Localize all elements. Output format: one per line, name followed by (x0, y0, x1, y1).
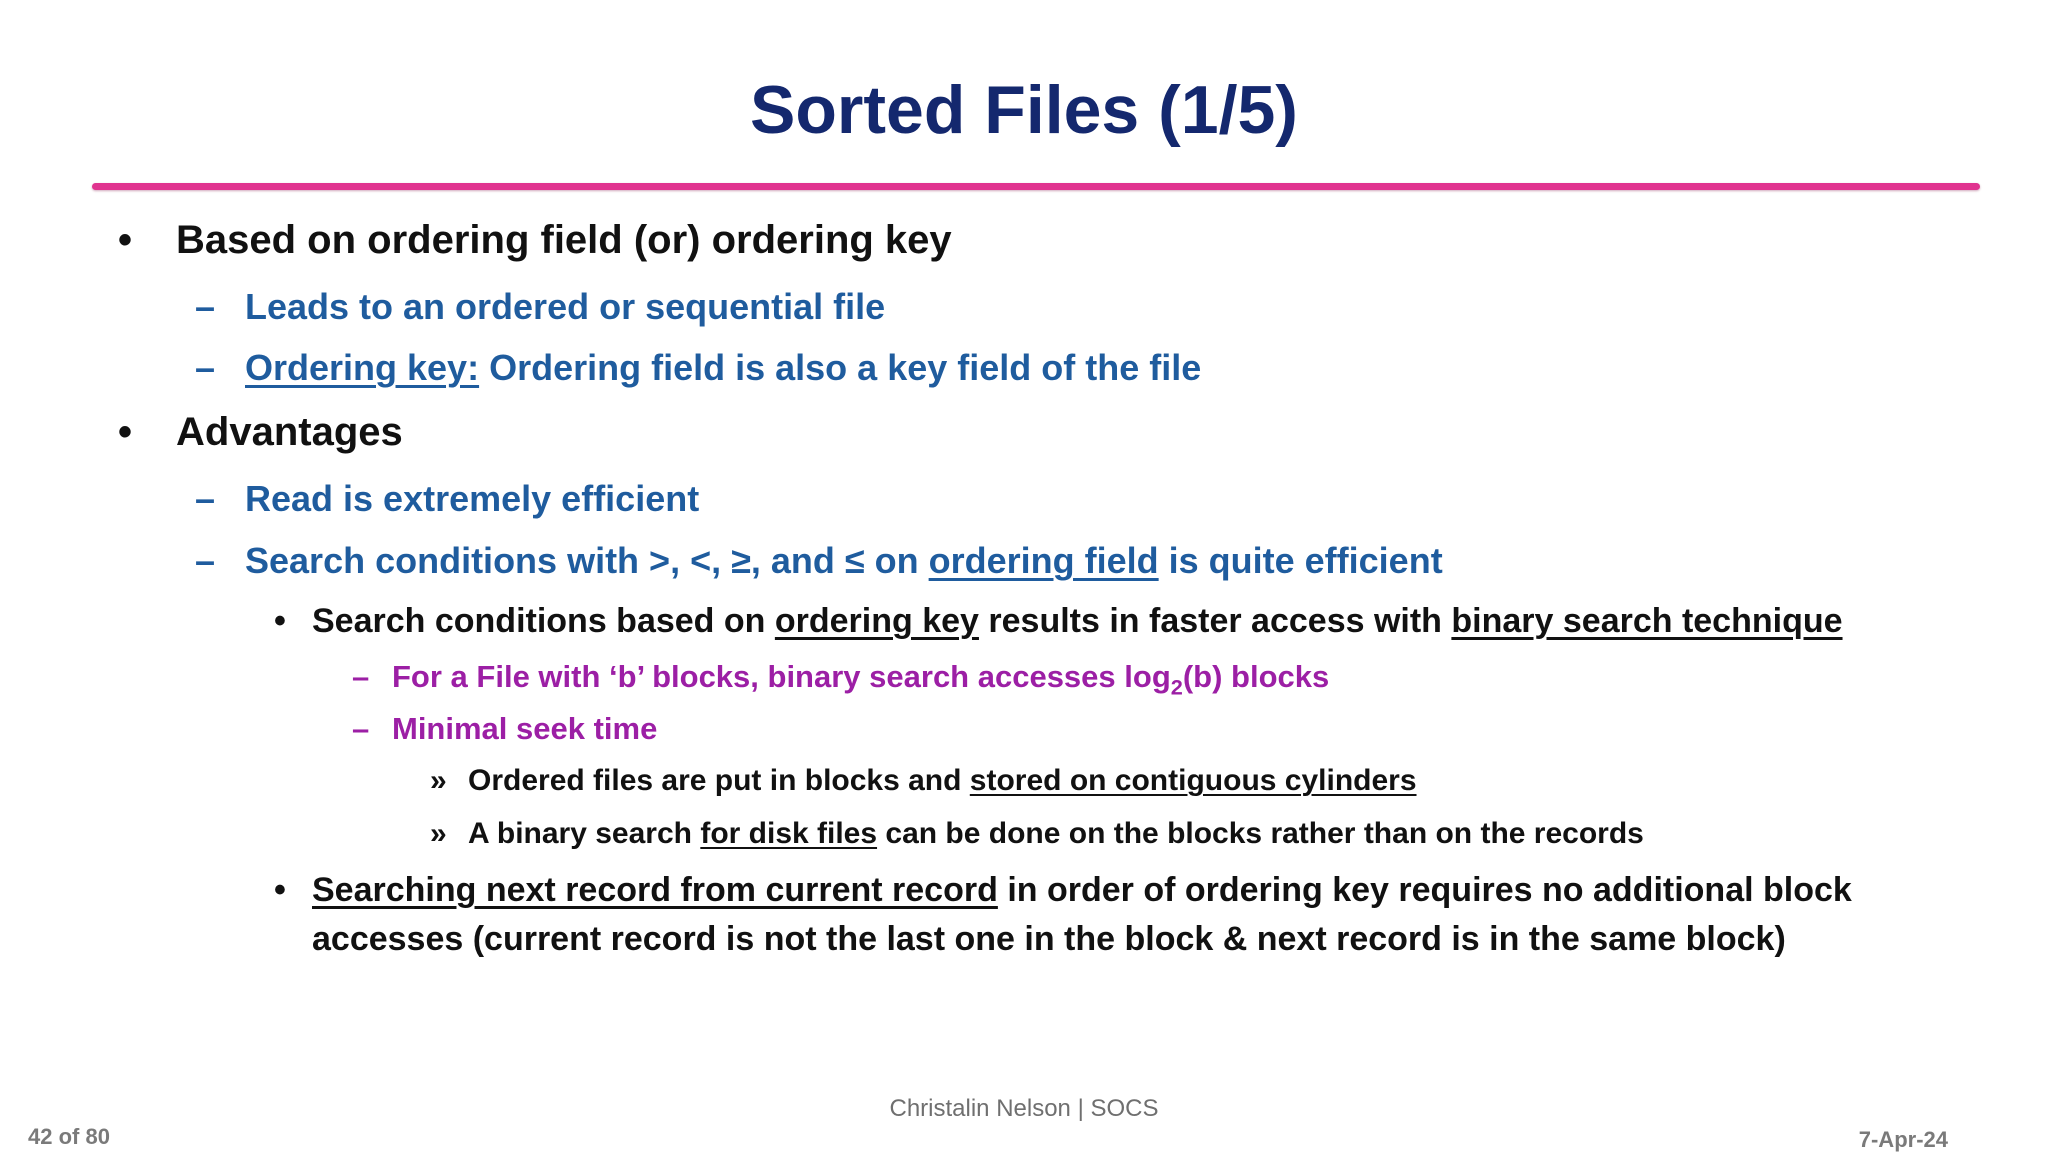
term-ordering-key: Ordering key: (245, 347, 480, 388)
point-next-record (274, 871, 1852, 910)
bullet-text: For a File with ‘b’ blocks, binary search accesses log (392, 659, 1171, 694)
bullet-dot: • (274, 871, 286, 909)
bullet-text: Leads to an ordered or sequential file (245, 286, 886, 327)
footer-author: Christalin Nelson | SOCS (889, 1095, 1159, 1122)
bullet-dot: • (118, 218, 133, 262)
subpoint-seek-time (352, 711, 658, 747)
slide-title: Sorted Files (1/5) (750, 72, 1298, 148)
bullet-text-end: (b) blocks (1182, 659, 1330, 694)
subbullet-read-efficient (195, 478, 700, 520)
bullet-guillemet: » (430, 764, 447, 797)
bullet-dash: – (195, 478, 216, 519)
subbullet-ordering-key (195, 347, 1202, 389)
subpoint-log-blocks (352, 659, 1330, 700)
term-ordering-key: ordering key (774, 602, 979, 640)
detail-disk-files (430, 817, 1644, 851)
bullet-text-continued: accesses (current record is not the last one in the block & next record is in the same block) (312, 920, 1786, 958)
subbullet-search-conditions (195, 540, 1443, 582)
log-base: 2 (1170, 674, 1183, 700)
bullet-text-mid: results in faster access with (978, 602, 1452, 640)
point-binary-search (274, 602, 1843, 641)
bullet-text: Ordering field is also a key field of the file (479, 347, 1202, 388)
subbullet-sequential-file (195, 286, 886, 328)
bullet-text: Read is extremely efficient (245, 478, 700, 519)
bullet-ordering-field (118, 218, 952, 263)
term-ordering-field: ordering field (928, 540, 1159, 581)
bullet-dash: – (195, 286, 216, 327)
term-contiguous-cylinders: stored on contiguous cylinders (969, 764, 1417, 797)
bullet-dash: – (195, 540, 216, 581)
detail-contiguous-cylinders (430, 764, 1417, 798)
bullet-text: Search conditions based on (312, 602, 775, 640)
bullet-text: Minimal seek time (392, 711, 658, 746)
footer-date: 7-Apr-24 (1858, 1127, 1948, 1152)
title-divider (92, 183, 1980, 190)
bullet-dash: – (352, 711, 370, 746)
bullet-text: in order of ordering key requires no additional block (997, 871, 1852, 909)
point-next-record-continued (312, 920, 1786, 959)
bullet-text: A binary search (468, 817, 701, 850)
term-disk-files: for disk files (700, 817, 878, 850)
term-searching-next-record: Searching next record from current record (312, 871, 998, 909)
slide-number: 42 of 80 (28, 1124, 110, 1149)
bullet-text: Ordered files are put in blocks and (468, 764, 970, 797)
bullet-text: Search conditions with >, <, ≥, and ≤ on (245, 540, 929, 581)
bullet-dash: – (195, 347, 216, 388)
bullet-dash: – (352, 659, 370, 694)
bullet-guillemet: » (430, 817, 447, 850)
bullet-advantages (118, 410, 403, 455)
bullet-text-end: is quite efficient (1158, 540, 1443, 581)
bullet-text-end: can be done on the blocks rather than on the records (877, 817, 1644, 850)
bullet-dot: • (274, 602, 286, 640)
term-binary-search-technique: binary search technique (1451, 602, 1843, 640)
bullet-text: Advantages (176, 410, 403, 454)
bullet-dot: • (118, 410, 133, 454)
bullet-text: Based on ordering field (or) ordering key (176, 218, 952, 262)
